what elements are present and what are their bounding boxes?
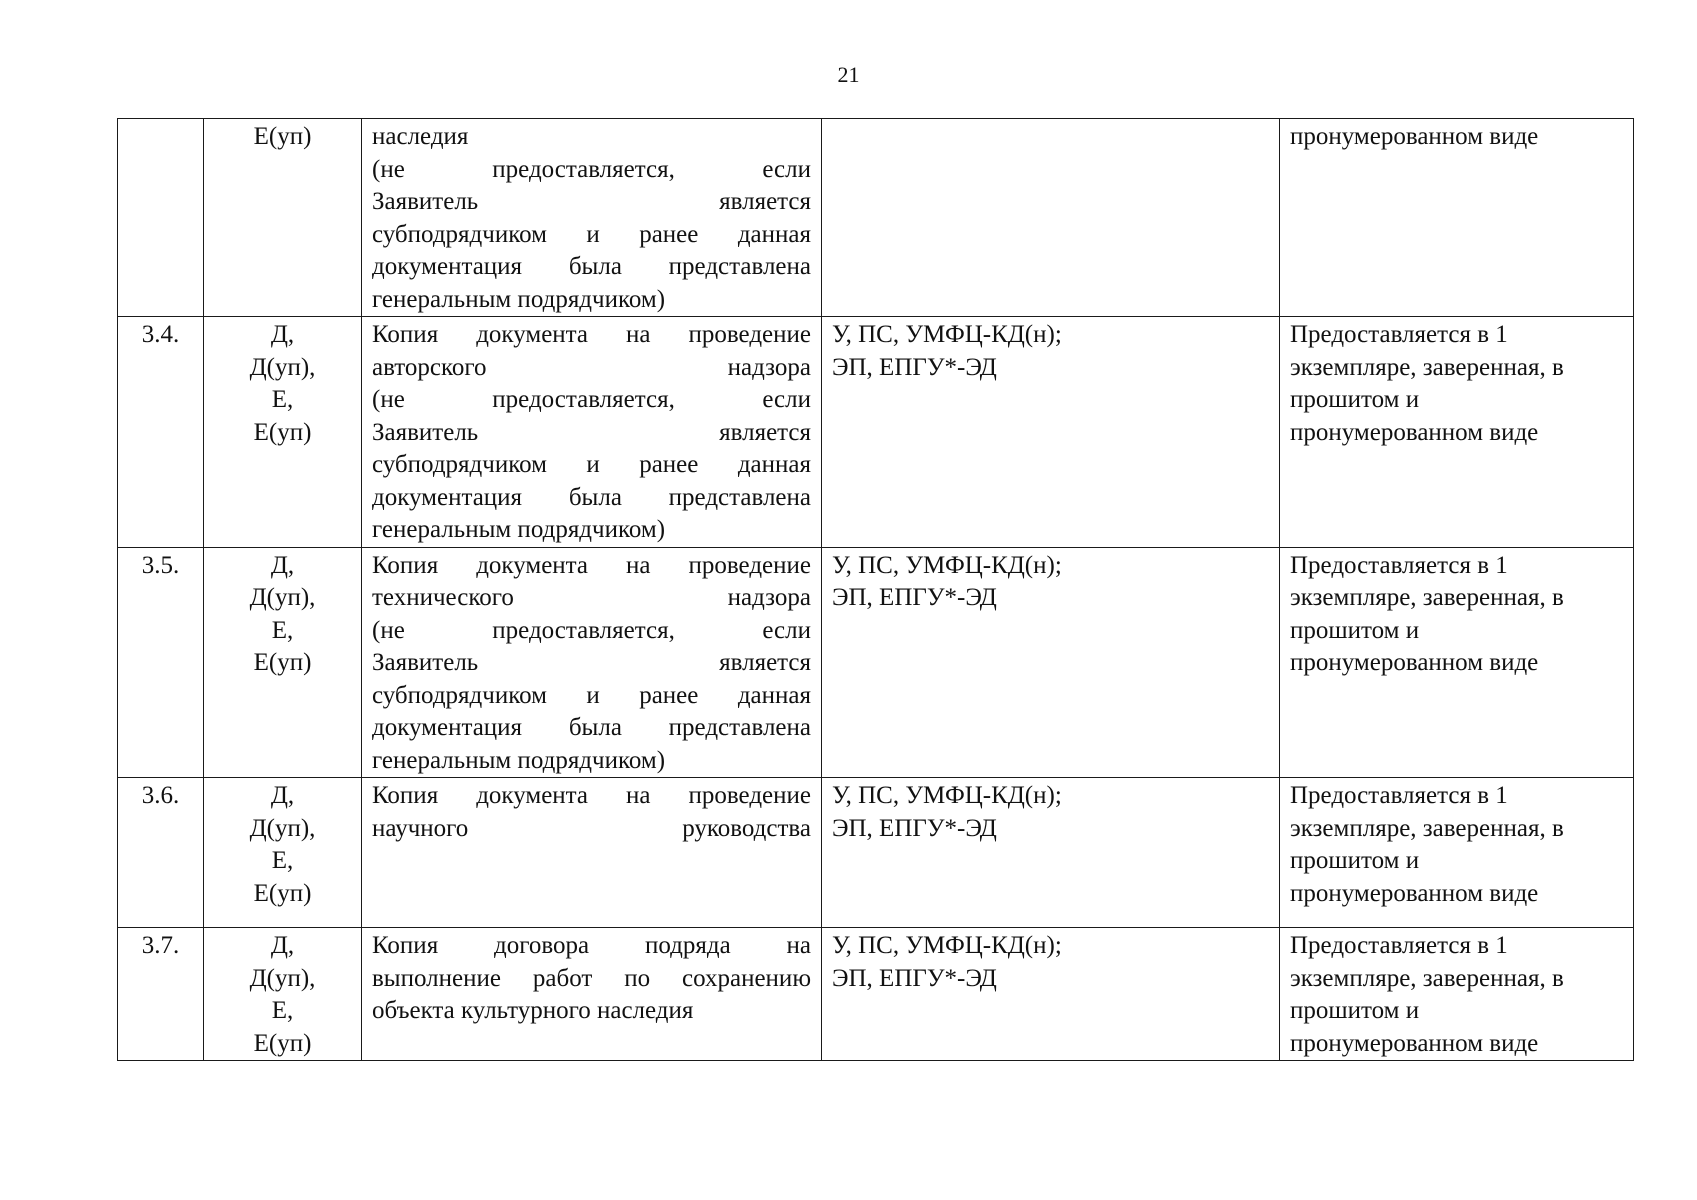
applicant-types-line: Е, [271, 616, 294, 644]
applicant-types [204, 928, 362, 1061]
submission-notes [1280, 119, 1634, 317]
applicant-types-line: Д(уп), [249, 584, 316, 611]
applicant-types-line: Е, [271, 386, 294, 413]
submission-notes-line: Предоставляется в 1 [1290, 782, 1508, 809]
submission-methods-line: ЭП, ЕПГУ*-ЭД [832, 964, 997, 992]
applicant-types-line: Д, [270, 782, 295, 809]
submission-methods-line: У, ПС, УМФЦ-КД(н); [832, 551, 1062, 579]
applicant-types-line: Е(уп) [253, 879, 312, 907]
submission-methods [822, 119, 1280, 317]
document-description-line: субподрядчиком и ранее данная [372, 220, 811, 248]
table-row [118, 547, 1634, 778]
submission-methods-line: У, ПС, УМФЦ-КД(н); [832, 932, 1062, 959]
submission-notes-line: экземпляре, заверенная, в [1290, 353, 1564, 381]
applicant-types-line: Е(уп) [253, 418, 312, 446]
document-description-line: генеральным подрядчиком) [372, 285, 666, 313]
document-description [362, 317, 822, 548]
document-description-line: Копия документа на проведение [372, 782, 811, 809]
document-description-line: Копия документа на проведение [372, 551, 811, 579]
item-number [118, 119, 204, 317]
submission-notes [1280, 317, 1634, 548]
submission-methods-line: ЭП, ЕПГУ*-ЭД [832, 353, 997, 381]
document-description-line: Заявитель является [372, 649, 811, 676]
document-description-line: объекта культурного наследия [372, 997, 694, 1024]
submission-notes-line: экземпляре, заверенная, в [1290, 814, 1564, 842]
submission-notes-line: Предоставляется в 1 [1290, 551, 1508, 579]
document-description-line: наследия [372, 123, 469, 150]
document-description-line: документация была представлена [372, 483, 811, 511]
applicant-types-line: Е, [271, 847, 294, 874]
item-number: 3.6. [118, 778, 204, 928]
submission-notes-line: пронумерованном виде [1290, 418, 1539, 446]
document-description-line: (не предоставляется, если [372, 386, 811, 413]
submission-notes [1280, 928, 1634, 1061]
submission-methods-line: ЭП, ЕПГУ*-ЭД [832, 584, 997, 611]
submission-notes-line: экземпляре, заверенная, в [1290, 964, 1564, 992]
applicant-types [204, 119, 362, 317]
submission-methods-line: У, ПС, УМФЦ-КД(н); [832, 321, 1062, 348]
applicant-types [204, 317, 362, 548]
document-description [362, 547, 822, 778]
applicant-types-line: Д, [270, 321, 295, 348]
submission-methods [822, 317, 1280, 548]
table-row [118, 928, 1634, 1061]
document-description-line: технического надзора [372, 584, 811, 611]
submission-notes-line: прошитом и [1290, 997, 1420, 1024]
document-description [362, 119, 822, 317]
submission-notes-line: Предоставляется в 1 [1290, 321, 1508, 348]
submission-notes-line: пронумерованном виде [1290, 649, 1539, 676]
document-description-line: генеральным подрядчиком) [372, 746, 666, 774]
document-description [362, 928, 822, 1061]
document-description-line: выполнение работ по сохранению [372, 964, 811, 992]
item-number: 3.5. [118, 547, 204, 778]
applicant-types-line: Д, [270, 932, 295, 959]
document-description-line: Копия договора подряда на [372, 932, 811, 959]
document-description-line: субподрядчиком и ранее данная [372, 681, 811, 709]
submission-notes-line: прошитом и [1290, 386, 1420, 413]
submission-methods [822, 778, 1280, 928]
document-description-line: Заявитель является [372, 188, 811, 215]
submission-notes-line: пронумерованном виде [1290, 879, 1539, 907]
document-description-line: Заявитель является [372, 418, 811, 446]
applicant-types-line: Д(уп), [249, 964, 316, 992]
submission-notes-line: Предоставляется в 1 [1290, 932, 1508, 959]
item-number: 3.7. [118, 928, 204, 1061]
applicant-types-line: Д(уп), [249, 814, 316, 842]
submission-methods-line: ЭП, ЕПГУ*-ЭД [832, 814, 997, 842]
submission-methods [822, 928, 1280, 1061]
applicant-types [204, 778, 362, 928]
table-row [118, 119, 1634, 317]
applicant-types-line: Е, [271, 997, 294, 1024]
applicant-types-line: Е(уп) [253, 649, 312, 676]
submission-notes-line: прошитом и [1290, 847, 1420, 874]
applicant-types-line: Е(уп) [253, 123, 312, 150]
item-number: 3.4. [118, 317, 204, 548]
document-description-line: авторского надзора [372, 353, 811, 381]
submission-notes [1280, 547, 1634, 778]
document-description [362, 778, 822, 928]
document-description-line: (не предоставляется, если [372, 155, 811, 183]
page-number: 21 [837, 62, 860, 87]
table-row [118, 317, 1634, 548]
submission-methods-line: У, ПС, УМФЦ-КД(н); [832, 782, 1062, 809]
document-description-line: научного руководства [372, 814, 811, 842]
submission-notes-line: прошитом и [1290, 616, 1420, 644]
documents-table [117, 118, 1634, 1061]
document-description-line: генеральным подрядчиком) [372, 516, 666, 543]
submission-methods [822, 547, 1280, 778]
applicant-types-line: Д(уп), [249, 353, 316, 381]
document-description-line: Копия документа на проведение [372, 321, 811, 348]
table-row [118, 778, 1634, 928]
submission-notes-line: экземпляре, заверенная, в [1290, 584, 1564, 611]
document-description-line: (не предоставляется, если [372, 616, 811, 644]
applicant-types-line: Д, [270, 551, 295, 579]
document-description-line: документация была представлена [372, 714, 811, 741]
submission-notes-line: пронумерованном виде [1290, 123, 1539, 150]
submission-notes [1280, 778, 1634, 928]
submission-notes-line: пронумерованном виде [1290, 1029, 1539, 1057]
applicant-types [204, 547, 362, 778]
document-description-line: документация была представлена [372, 253, 811, 280]
document-description-line: субподрядчиком и ранее данная [372, 451, 811, 478]
applicant-types-line: Е(уп) [253, 1029, 312, 1057]
